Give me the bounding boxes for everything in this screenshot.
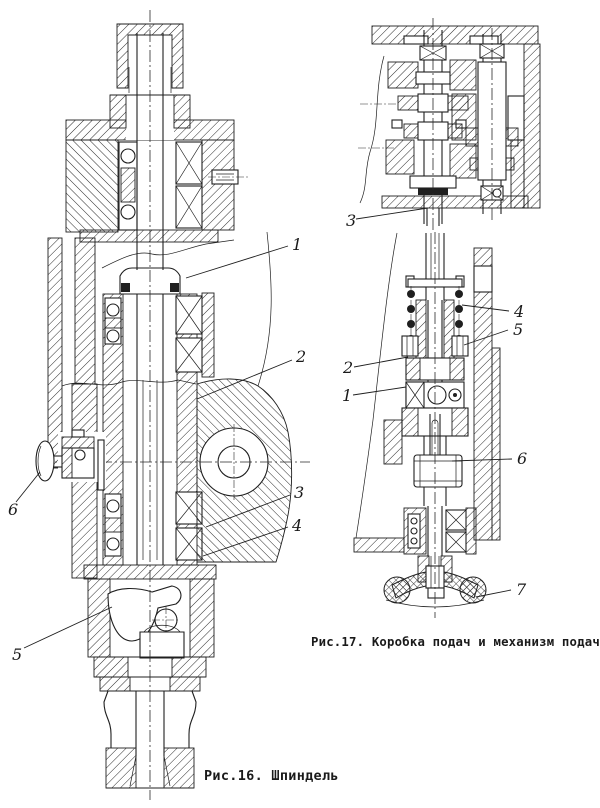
fig16-callout-1: 1 [292, 235, 303, 254]
fig17-callout-4: 4 [514, 302, 525, 321]
fig16-callout-3: 3 [294, 483, 305, 502]
fig16-callout-5: 5 [12, 645, 23, 664]
fig17-callout-2: 2 [343, 358, 354, 377]
fig17-gearbox-callout-3: 3 [346, 211, 357, 230]
fig16-callout-6: 6 [8, 500, 19, 519]
fig17-callout-5: 5 [513, 320, 524, 339]
fig17-callout-1: 1 [342, 386, 353, 405]
fig16-caption: Рис.16. Шпиндель [204, 768, 339, 784]
fig17-callout-7: 7 [516, 580, 527, 599]
fig16-callout-4: 4 [292, 516, 303, 535]
fig16-callout-2: 2 [296, 347, 307, 366]
fig17-caption: Рис.17. Коробка подач и механизм подач [311, 635, 600, 649]
fig17-callout-6: 6 [517, 449, 528, 468]
